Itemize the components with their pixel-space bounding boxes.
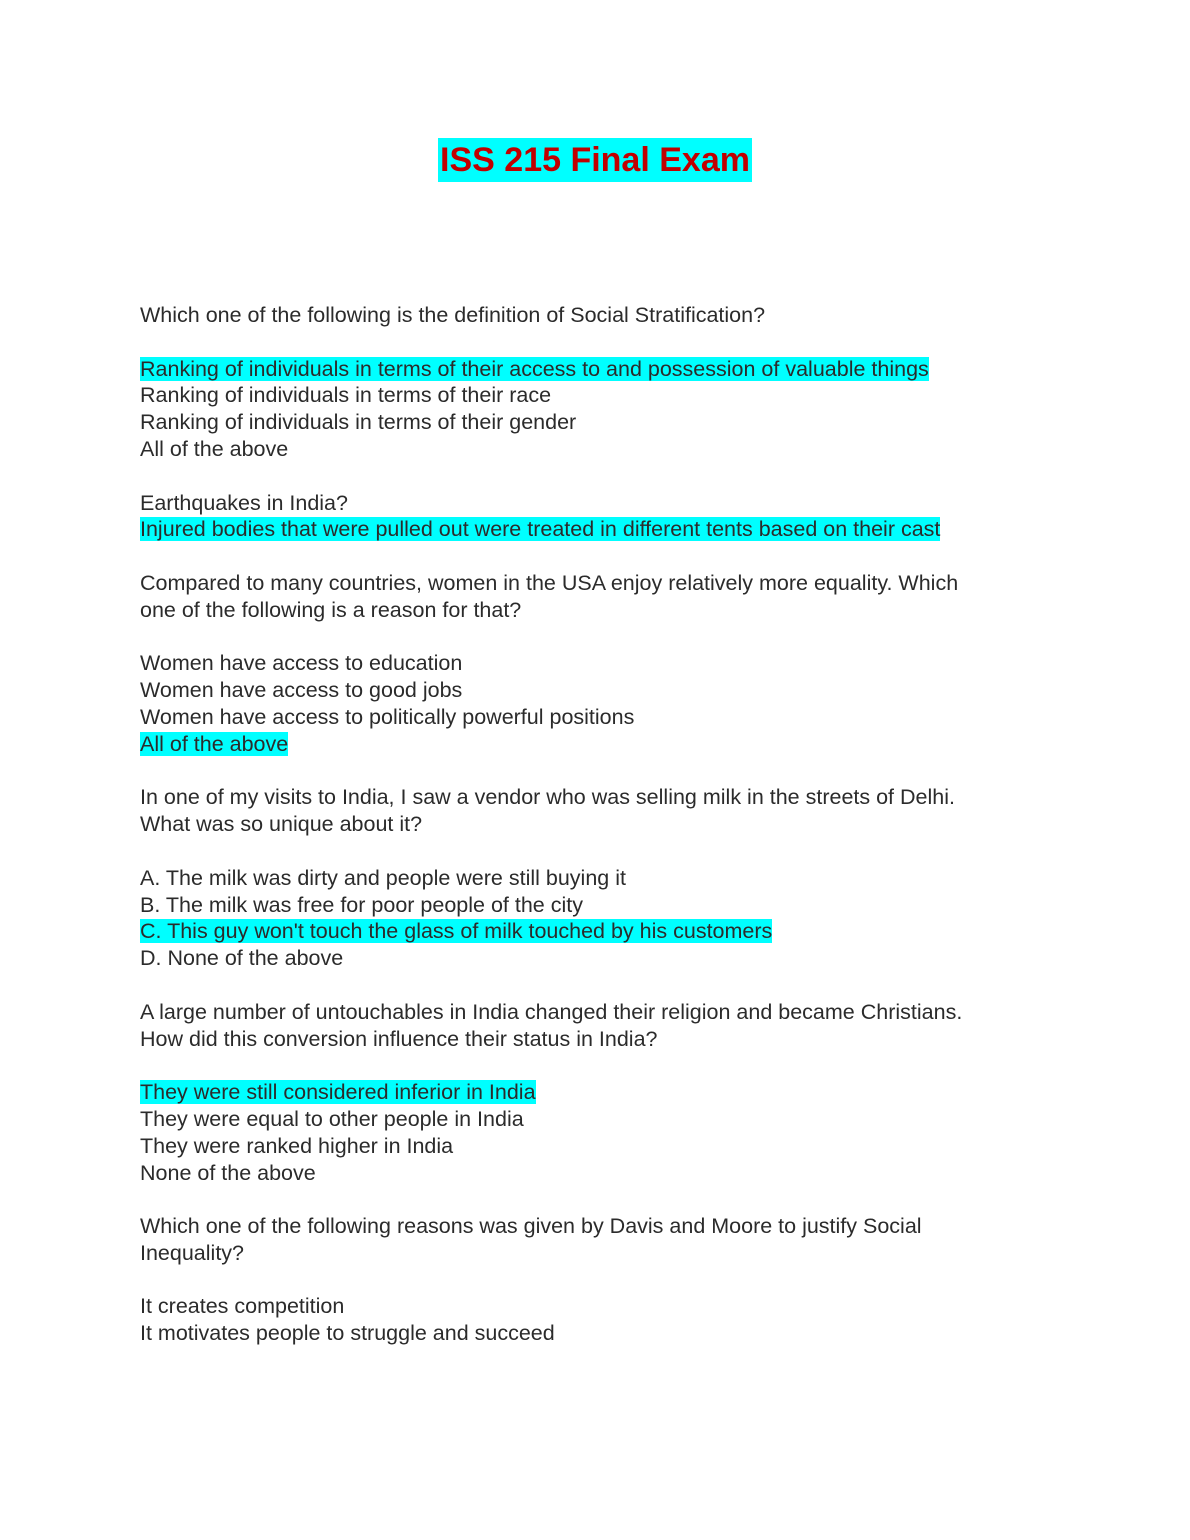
answer-option [140, 677, 1060, 704]
answer-option [140, 945, 1060, 972]
answer-option [140, 436, 1060, 463]
question-list [140, 302, 1060, 1347]
answer-option-text: C. This guy won't touch the glass of milk touched by his customers [140, 919, 773, 944]
answer-option-text: Ranking of individuals in terms of their race [140, 383, 552, 408]
spacer [140, 624, 1060, 651]
question-block [140, 570, 1060, 784]
spacer [140, 972, 1060, 999]
spacer [140, 463, 1060, 490]
spacer [140, 1267, 1060, 1294]
spacer [140, 543, 1060, 570]
spacer [140, 758, 1060, 785]
answer-option-highlighted [140, 356, 1060, 383]
answer-option [140, 1133, 1060, 1160]
answer-option [140, 892, 1060, 919]
answer-option-text: D. None of the above [140, 946, 344, 971]
question-prompt-line: In one of my visits to India, I saw a vendor who was selling milk in the streets of Delhi. [140, 785, 955, 810]
answer-option-text: Women have access to politically powerful positions [140, 704, 635, 729]
answer-option [140, 1106, 1060, 1133]
answer-option-highlighted [140, 731, 1060, 758]
question-prompt-line: How did this conversion influence their status in India? [140, 1026, 658, 1051]
answer-option-text: They were still considered inferior in India [140, 1080, 536, 1105]
spacer [140, 838, 1060, 865]
answer-option-text: All of the above [140, 436, 289, 461]
answer-option [140, 1293, 1060, 1320]
answer-option-text: Injured bodies that were pulled out were treated in different tents based on their cast [140, 517, 941, 542]
question-prompt-line: What was so unique about it? [140, 812, 423, 837]
question-prompt-line: Earthquakes in India? [140, 490, 348, 515]
answer-option-text: B. The milk was free for poor people of the city [140, 892, 583, 917]
spacer [140, 329, 1060, 356]
answer-option [140, 1320, 1060, 1347]
question-prompt-line: Compared to many countries, women in the USA enjoy relatively more equality. Which [140, 570, 959, 595]
answer-option-text: None of the above [140, 1160, 316, 1185]
question-block [140, 999, 1060, 1213]
question-block [140, 784, 1060, 998]
answer-option [140, 704, 1060, 731]
answer-option [140, 650, 1060, 677]
question-prompt-line: Which one of the following reasons was given by Davis and Moore to justify Social [140, 1214, 922, 1239]
question-block [140, 302, 1060, 490]
answer-option [140, 382, 1060, 409]
spacer [140, 1186, 1060, 1213]
spacer [140, 1052, 1060, 1079]
answer-option [140, 865, 1060, 892]
answer-option-text: A. The milk was dirty and people were still buying it [140, 865, 626, 890]
question-prompt-line: A large number of untouchables in India changed their religion and became Christians. [140, 999, 963, 1024]
question-block [140, 490, 1060, 570]
answer-option-text: Women have access to education [140, 651, 463, 676]
answer-option-text: It motivates people to struggle and succeed [140, 1321, 555, 1346]
answer-option [140, 409, 1060, 436]
title-container [0, 138, 1190, 182]
question-block [140, 1213, 1060, 1347]
answer-option-text: They were equal to other people in India [140, 1106, 524, 1131]
answer-option-text: Ranking of individuals in terms of their access to and possession of valuable things [140, 356, 929, 381]
answer-option-highlighted [140, 918, 1060, 945]
question-prompt-line: Which one of the following is the definition of Social Stratification? [140, 303, 766, 327]
page-title: ISS 215 Final Exam [438, 138, 752, 182]
answer-option-text: Women have access to good jobs [140, 678, 463, 703]
answer-option-text: It creates competition [140, 1294, 345, 1319]
answer-option-highlighted [140, 1079, 1060, 1106]
answer-option-text: Ranking of individuals in terms of their gender [140, 410, 577, 435]
answer-option-text: They were ranked higher in India [140, 1133, 454, 1158]
answer-option-highlighted [140, 516, 1060, 543]
answer-option [140, 1160, 1060, 1187]
answer-option-text: All of the above [140, 731, 289, 756]
question-prompt-line: one of the following is a reason for that? [140, 597, 522, 622]
question-prompt-line: Inequality? [140, 1240, 244, 1265]
